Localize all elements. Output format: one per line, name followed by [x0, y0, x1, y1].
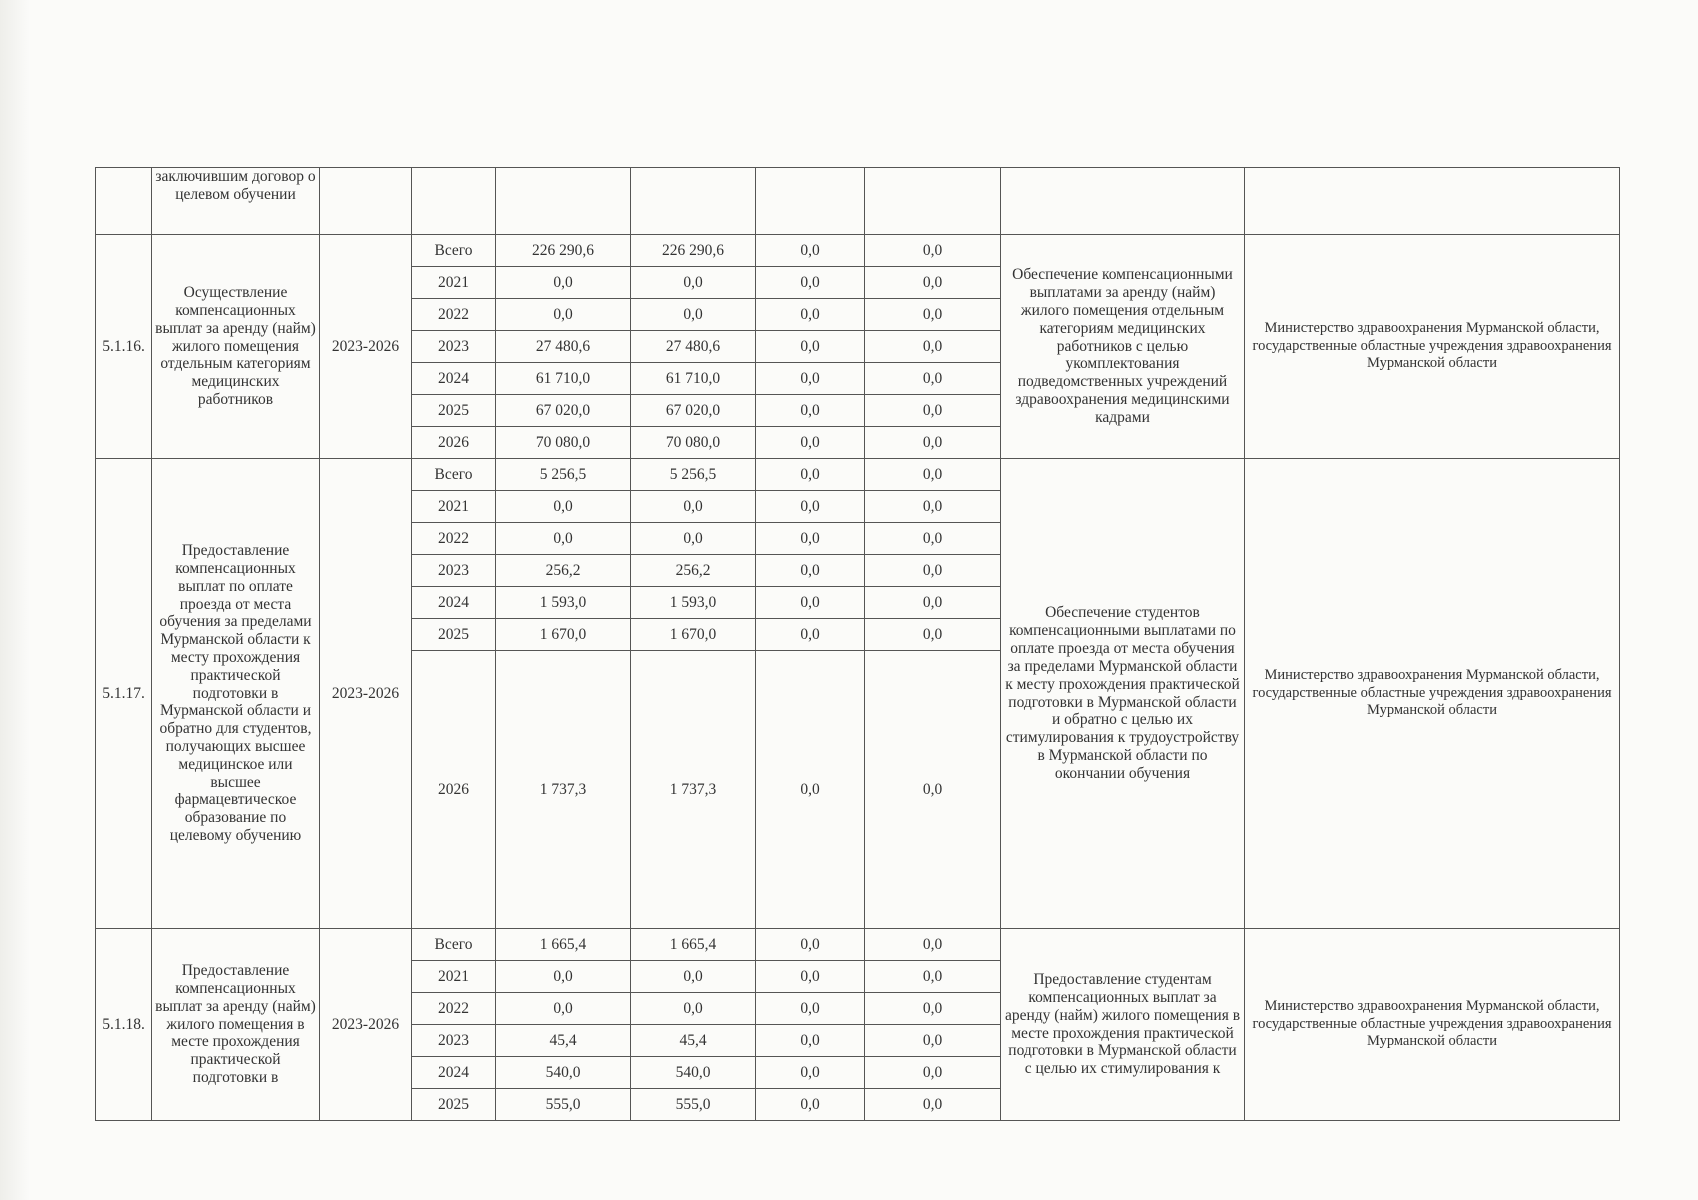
- value-regional: 1 593,0: [631, 587, 756, 619]
- value-other: 0,0: [865, 491, 1001, 523]
- value-federal: 0,0: [756, 299, 865, 331]
- year-label: Всего: [412, 929, 496, 961]
- value-total: 1 665,4: [496, 929, 631, 961]
- value-other: 0,0: [865, 235, 1001, 267]
- value-regional: 45,4: [631, 1025, 756, 1057]
- value-other: 0,0: [865, 651, 1001, 929]
- year-label: 2025: [412, 619, 496, 651]
- table-body: [96, 168, 1620, 1121]
- value-total: 5 256,5: [496, 459, 631, 491]
- value-total: 256,2: [496, 555, 631, 587]
- value-total: 1 670,0: [496, 619, 631, 651]
- value-total: 70 080,0: [496, 427, 631, 459]
- value-federal: 0,0: [756, 235, 865, 267]
- value-other: 0,0: [865, 299, 1001, 331]
- cell-value: [496, 168, 631, 235]
- value-total: 0,0: [496, 299, 631, 331]
- value-federal: 0,0: [756, 363, 865, 395]
- value-total: 555,0: [496, 1089, 631, 1121]
- year-label: 2025: [412, 1089, 496, 1121]
- cell-year: [412, 168, 496, 235]
- executor: Министерство здравоохранения Мурманской области, государственные областные учреждения здравоохранения Мурманской области: [1245, 929, 1620, 1121]
- item-number: 5.1.17.: [96, 459, 152, 929]
- value-regional: 256,2: [631, 555, 756, 587]
- cell-result: [1001, 168, 1245, 235]
- expected-result: Обеспечение студентов компенсационными выплатами по оплате проезда от места обучения за пределами Мурманской области к месту прохождения практической подготовки в Мурманской области и обратно с целью их стимулирования к трудоустройству в Мурманской области по окончании обучения: [1001, 459, 1245, 929]
- value-federal: 0,0: [756, 929, 865, 961]
- item-name: Предоставление компенсационных выплат по оплате проезда от места обучения за пределами Мурманской области к месту прохождения практической подготовки в Мурманской области и обратно для студентов, получающих высшее медицинское или высшее фармацевтическое образование по целевому обучению: [152, 459, 320, 929]
- value-regional: 0,0: [631, 299, 756, 331]
- year-label: 2021: [412, 491, 496, 523]
- value-total: 540,0: [496, 1057, 631, 1089]
- value-total: 0,0: [496, 267, 631, 299]
- value-federal: 0,0: [756, 459, 865, 491]
- value-other: 0,0: [865, 1089, 1001, 1121]
- item-name: Осуществление компенсационных выплат за аренду (найм) жилого помещения отдельным категориям медицинских работников: [152, 235, 320, 459]
- value-total: 1 737,3: [496, 651, 631, 929]
- value-other: 0,0: [865, 993, 1001, 1025]
- value-federal: 0,0: [756, 619, 865, 651]
- year-label: 2021: [412, 961, 496, 993]
- continuation-row: [96, 168, 1620, 235]
- table-row: [96, 459, 1620, 491]
- year-label: 2022: [412, 299, 496, 331]
- value-regional: 1 670,0: [631, 619, 756, 651]
- value-total: 226 290,6: [496, 235, 631, 267]
- value-other: 0,0: [865, 523, 1001, 555]
- executor: Министерство здравоохранения Мурманской области, государственные областные учреждения здравоохранения Мурманской области: [1245, 235, 1620, 459]
- value-regional: 5 256,5: [631, 459, 756, 491]
- value-total: 0,0: [496, 993, 631, 1025]
- value-other: 0,0: [865, 929, 1001, 961]
- value-regional: 0,0: [631, 491, 756, 523]
- value-total: 61 710,0: [496, 363, 631, 395]
- value-regional: 0,0: [631, 961, 756, 993]
- value-federal: 0,0: [756, 993, 865, 1025]
- year-label: 2023: [412, 555, 496, 587]
- value-other: 0,0: [865, 331, 1001, 363]
- value-other: 0,0: [865, 555, 1001, 587]
- item-period: 2023-2026: [320, 235, 412, 459]
- value-other: 0,0: [865, 1057, 1001, 1089]
- value-regional: 1 737,3: [631, 651, 756, 929]
- item-period: 2023-2026: [320, 929, 412, 1121]
- cell-executor: [1245, 168, 1620, 235]
- value-federal: 0,0: [756, 267, 865, 299]
- value-total: 1 593,0: [496, 587, 631, 619]
- value-other: 0,0: [865, 1025, 1001, 1057]
- value-federal: 0,0: [756, 331, 865, 363]
- value-total: 45,4: [496, 1025, 631, 1057]
- scan-edge-shadow: [0, 0, 30, 1200]
- continuation-name-cell: заключившим договор о целевом обучении: [152, 168, 320, 235]
- item-name: Предоставление компенсационных выплат за аренду (найм) жилого помещения в месте прохождения практической подготовки в: [152, 929, 320, 1121]
- value-other: 0,0: [865, 961, 1001, 993]
- value-regional: 0,0: [631, 267, 756, 299]
- year-label: 2026: [412, 651, 496, 929]
- table-row: [96, 929, 1620, 961]
- value-other: 0,0: [865, 619, 1001, 651]
- item-number: 5.1.16.: [96, 235, 152, 459]
- value-regional: 61 710,0: [631, 363, 756, 395]
- value-regional: 1 665,4: [631, 929, 756, 961]
- value-federal: 0,0: [756, 587, 865, 619]
- value-regional: 27 480,6: [631, 331, 756, 363]
- year-label: Всего: [412, 235, 496, 267]
- value-other: 0,0: [865, 267, 1001, 299]
- cell-value: [865, 168, 1001, 235]
- value-federal: 0,0: [756, 961, 865, 993]
- value-other: 0,0: [865, 587, 1001, 619]
- value-total: 0,0: [496, 961, 631, 993]
- value-other: 0,0: [865, 459, 1001, 491]
- year-label: 2024: [412, 587, 496, 619]
- value-federal: 0,0: [756, 651, 865, 929]
- value-total: 0,0: [496, 491, 631, 523]
- value-federal: 0,0: [756, 395, 865, 427]
- value-federal: 0,0: [756, 523, 865, 555]
- value-federal: 0,0: [756, 1025, 865, 1057]
- value-federal: 0,0: [756, 555, 865, 587]
- program-table: [95, 167, 1620, 1121]
- value-regional: 70 080,0: [631, 427, 756, 459]
- value-federal: 0,0: [756, 427, 865, 459]
- year-label: 2025: [412, 395, 496, 427]
- value-regional: 540,0: [631, 1057, 756, 1089]
- value-regional: 0,0: [631, 993, 756, 1025]
- value-other: 0,0: [865, 395, 1001, 427]
- value-federal: 0,0: [756, 491, 865, 523]
- value-regional: 226 290,6: [631, 235, 756, 267]
- cell-value: [631, 168, 756, 235]
- year-label: 2022: [412, 523, 496, 555]
- item-period: 2023-2026: [320, 459, 412, 929]
- value-total: 67 020,0: [496, 395, 631, 427]
- table-row: [96, 235, 1620, 267]
- value-total: 0,0: [496, 523, 631, 555]
- value-federal: 0,0: [756, 1089, 865, 1121]
- executor: Министерство здравоохранения Мурманской области, государственные областные учреждения здравоохранения Мурманской области: [1245, 459, 1620, 929]
- year-label: 2023: [412, 331, 496, 363]
- year-label: 2024: [412, 363, 496, 395]
- cell-number: [96, 168, 152, 235]
- year-label: Всего: [412, 459, 496, 491]
- value-regional: 555,0: [631, 1089, 756, 1121]
- cell-period: [320, 168, 412, 235]
- value-regional: 67 020,0: [631, 395, 756, 427]
- value-other: 0,0: [865, 427, 1001, 459]
- value-total: 27 480,6: [496, 331, 631, 363]
- expected-result: Обеспечение компенсационными выплатами за аренду (найм) жилого помещения отдельным категориям медицинских работников с целью укомплектования подведомственных учреждений здравоохранения медицинскими кадрами: [1001, 235, 1245, 459]
- value-other: 0,0: [865, 363, 1001, 395]
- expected-result: Предоставление студентам компенсационных выплат за аренду (найм) жилого помещения в месте прохождения практической подготовки в Мурманской области с целью их стимулирования к: [1001, 929, 1245, 1121]
- document-page: [95, 167, 1619, 1121]
- value-regional: 0,0: [631, 523, 756, 555]
- year-label: 2021: [412, 267, 496, 299]
- year-label: 2026: [412, 427, 496, 459]
- cell-value: [756, 168, 865, 235]
- value-federal: 0,0: [756, 1057, 865, 1089]
- year-label: 2024: [412, 1057, 496, 1089]
- year-label: 2022: [412, 993, 496, 1025]
- item-number: 5.1.18.: [96, 929, 152, 1121]
- year-label: 2023: [412, 1025, 496, 1057]
